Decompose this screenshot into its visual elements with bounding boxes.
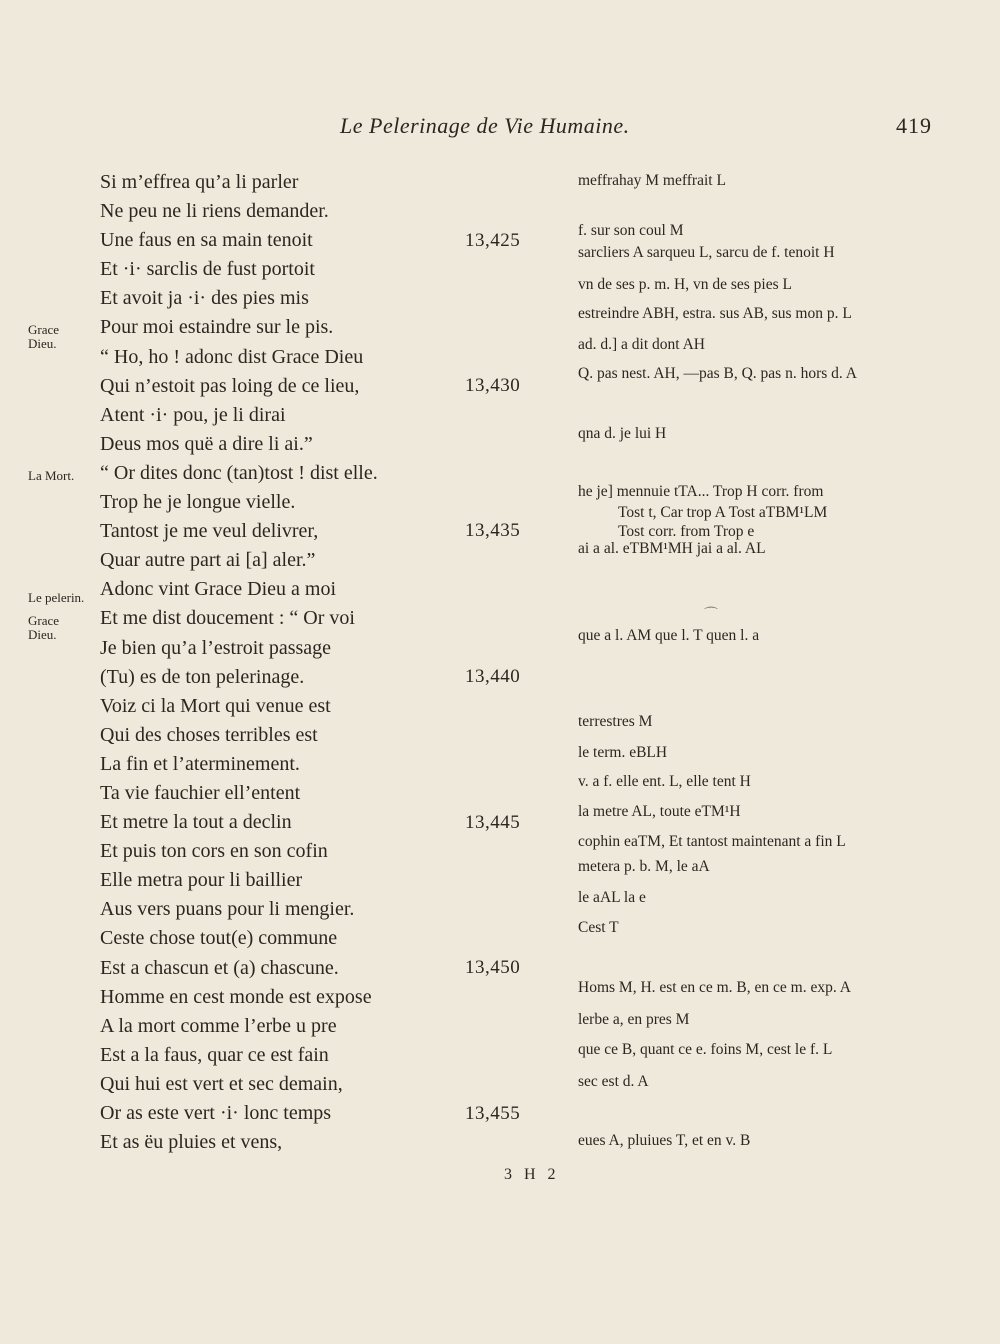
verse-line: “ Ho, ho ! adonc dist Grace Dieu (100, 345, 364, 368)
margin-note-grace-dieu: Grace (28, 613, 60, 628)
signature-mark: 3 H 2 (504, 1166, 560, 1183)
variant-reading: la metre AL, toute eTM¹H (578, 803, 741, 820)
verse-line: Quar autre part ai [a] aler.” (100, 549, 316, 572)
margin-note-grace-dieu: Dieu. (28, 627, 57, 642)
variant-reading: he je] mennuie tTA... Trop H corr. from (578, 483, 824, 500)
verse-line: Qui des choses terribles est (100, 723, 318, 746)
variant-reading: meffrahay M meffrait L (578, 172, 726, 189)
ink-mark: ⌒ (704, 608, 718, 623)
margin-note-grace-dieu: Dieu. (28, 336, 57, 351)
variant-reading: Q. pas nest. AH, —pas B, Q. pas n. hors d. A (578, 365, 857, 382)
line-number: 13,445 (465, 812, 521, 833)
variant-reading: qna d. je lui H (578, 425, 667, 442)
verse-line: La fin et l’aterminement. (100, 752, 300, 775)
verse-line: Atent ·i· pou, je li dirai (100, 403, 286, 426)
verse-line: Trop he je longue vielle. (100, 491, 296, 514)
verse-line: Qui n’estoit pas loing de ce lieu, (100, 374, 360, 397)
variant-reading: le aAL la e (578, 889, 646, 906)
verse-line: Est a chascun et (a) chascune. (100, 956, 339, 979)
variant-reading: eues A, pluiues T, et en v. B (578, 1132, 751, 1149)
verse-line: Et metre la tout a declin (100, 811, 292, 834)
variant-reading: metera p. b. M, le aA (578, 858, 710, 875)
variant-reading: ad. d.] a dit dont AH (578, 336, 705, 353)
variant-reading: sarcliers A sarqueu L, sarcu de f. tenoit H (578, 244, 835, 261)
verse-line: Si m’effrea qu’a li parler (100, 171, 299, 193)
verse-line: Tantost je me veul delivrer, (100, 520, 319, 543)
variant-reading: sec est d. A (578, 1073, 649, 1090)
verse-line: Une faus en sa main tenoit (100, 229, 313, 252)
verse-line: (Tu) es de ton pelerinage. (100, 665, 305, 688)
verse-line: Pour moi estaindre sur le pis. (100, 316, 334, 339)
verse-line: Voiz ci la Mort qui venue est (100, 694, 331, 717)
variant-reading: f. sur son coul M (578, 222, 684, 239)
verse-line: Ceste chose tout(e) commune (100, 927, 338, 950)
variant-reading: Homs M, H. est en ce m. B, en ce m. exp. A (578, 979, 851, 996)
running-title: Le Pelerinage de Vie Humaine. (340, 113, 630, 138)
variant-reading: ai a al. eTBM¹MH jai a al. AL (578, 540, 766, 557)
page-number: 419 (896, 113, 932, 138)
verse-line: Qui hui est vert et sec demain, (100, 1072, 343, 1095)
verse-line: Et me dist doucement : “ Or voi (100, 607, 355, 630)
margin-note-la-mort: La Mort. (28, 468, 75, 483)
verse-line: Ta vie fauchier ell’entent (100, 781, 301, 804)
line-number: 13,435 (465, 520, 521, 541)
variant-reading: Cest T (578, 919, 619, 936)
variant-reading: que ce B, quant ce e. foins M, cest le f. L (578, 1041, 833, 1058)
verse-line: Est a la faus, quar ce est fain (100, 1043, 329, 1066)
variant-reading: Tost t, Car trop A Tost aTBM¹LM (618, 504, 828, 521)
line-number: 13,440 (465, 666, 521, 687)
verse-line: Deus mos quë a dire li ai.” (100, 432, 313, 455)
variant-reading: le term. eBLH (578, 744, 668, 761)
verse-line: Et avoit ja ·i· des pies mis (100, 287, 309, 310)
variant-reading: cophin eaTM, Et tantost maintenant a fin L (578, 833, 846, 850)
variant-reading: Tost corr. from Trop e (618, 523, 755, 540)
line-number: 13,450 (465, 957, 521, 978)
margin-note-le-pelerin: Le pelerin. (28, 590, 85, 605)
verse-line: Elle metra pour li baillier (100, 869, 303, 892)
verse-line: Homme en cest monde est expose (100, 985, 372, 1008)
line-number: 13,430 (465, 375, 521, 396)
verse-line: A la mort comme l’erbe u pre (100, 1014, 337, 1037)
variant-reading: lerbe a, en pres M (578, 1011, 690, 1028)
variant-reading: terrestres M (578, 713, 653, 730)
line-number: 13,455 (465, 1103, 521, 1124)
variant-reading: vn de ses p. m. H, vn de ses pies L (578, 276, 792, 293)
line-number: 13,425 (465, 230, 521, 251)
verse-column (100, 168, 378, 1157)
verse-line: Et puis ton cors en son cofin (100, 840, 328, 863)
verse-line: Adonc vint Grace Dieu a moi (100, 578, 337, 601)
verse-line: Or as este vert ·i· lonc temps (100, 1102, 332, 1124)
verse-line: Je bien qu’a l’estroit passage (100, 636, 332, 659)
verse-line: Et ·i· sarclis de fust portoit (100, 258, 315, 281)
verse-line: Et as ëu pluies et vens, (100, 1131, 283, 1154)
verse-line: Aus vers puans pour li mengier. (100, 898, 355, 921)
variant-reading: que a l. AM que l. T quen l. a (578, 627, 760, 644)
verse-line: “ Or dites donc (tan)tost ! dist elle. (100, 461, 378, 484)
verse-line: Ne peu ne li riens demander. (100, 200, 329, 223)
margin-note-grace-dieu: Grace (28, 322, 60, 337)
variant-reading: v. a f. elle ent. L, elle tent H (578, 773, 751, 790)
variant-reading: estreindre ABH, estra. sus AB, sus mon p. L (578, 305, 852, 322)
